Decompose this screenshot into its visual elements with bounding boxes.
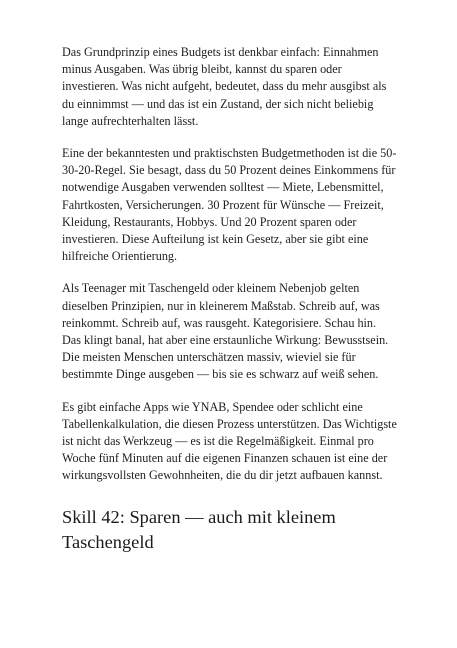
paragraph-teenager-budget: Als Teenager mit Taschengeld oder kleinem Nebenjob gelten dieselben Prinzipien, nur in kleinerem Maßstab. Schreib auf, was reinkommt. Schreib auf, was rausgeht. Kategorisiere. Schau hin. Das klingt banal, hat aber eine erstaunliche Wirkung: Bewusstsein. Die meisten Menschen unterschätzen massiv, wieviel sie für bestimmte Dinge ausgeben — bis sie es schwarz auf weiß sehen. (62, 281, 389, 382)
page-content (62, 44, 398, 555)
paragraph-budget-principle: Das Grundprinzip eines Budgets ist denkbar einfach: Einnahmen minus Ausgaben. Was übrig bleibt, kannst du sparen oder investieren. Was nicht aufgeht, bedeutet, dass du mehr ausgibst als du einnimmst — und das ist ein Zustand, der sich nicht beliebig lange aufrechterhalten lässt. (62, 45, 387, 128)
paragraph-budget-apps: Es gibt einfache Apps wie YNAB, Spendee oder schlicht eine Tabellenkalkulation, die diesen Prozess unterstützen. Das Wichtigste ist nicht das Werkzeug — es ist die Regelmäßigkeit. Einmal pro Woche fünf Minuten auf die eigenen Finanzen schauen ist eine der wirkungsvollsten Gewohnheiten, die du dir jetzt aufbauen kannst. (62, 399, 397, 483)
paragraph-50-30-20-rule: Eine der bekanntesten und praktischsten Budgetmethoden ist die 50-30-20-Regel. Sie besagt, dass du 50 Prozent deines Einkommens für notwendige Ausgaben verwenden solltest — Miete, Lebensmittel, Fahrtkosten, Versicherungen. 30 Prozent für Wünsche — Freizeit, Kleidung, Restaurants, Hobbys. Und 20 Prozent sparen oder investieren. Diese Aufteilung ist kein Gesetz, aber sie gibt eine hilfreiche Orientierung. (62, 146, 397, 264)
section-heading: Skill 42: Sparen — auch mit kleinem Taschengeld (62, 506, 336, 552)
